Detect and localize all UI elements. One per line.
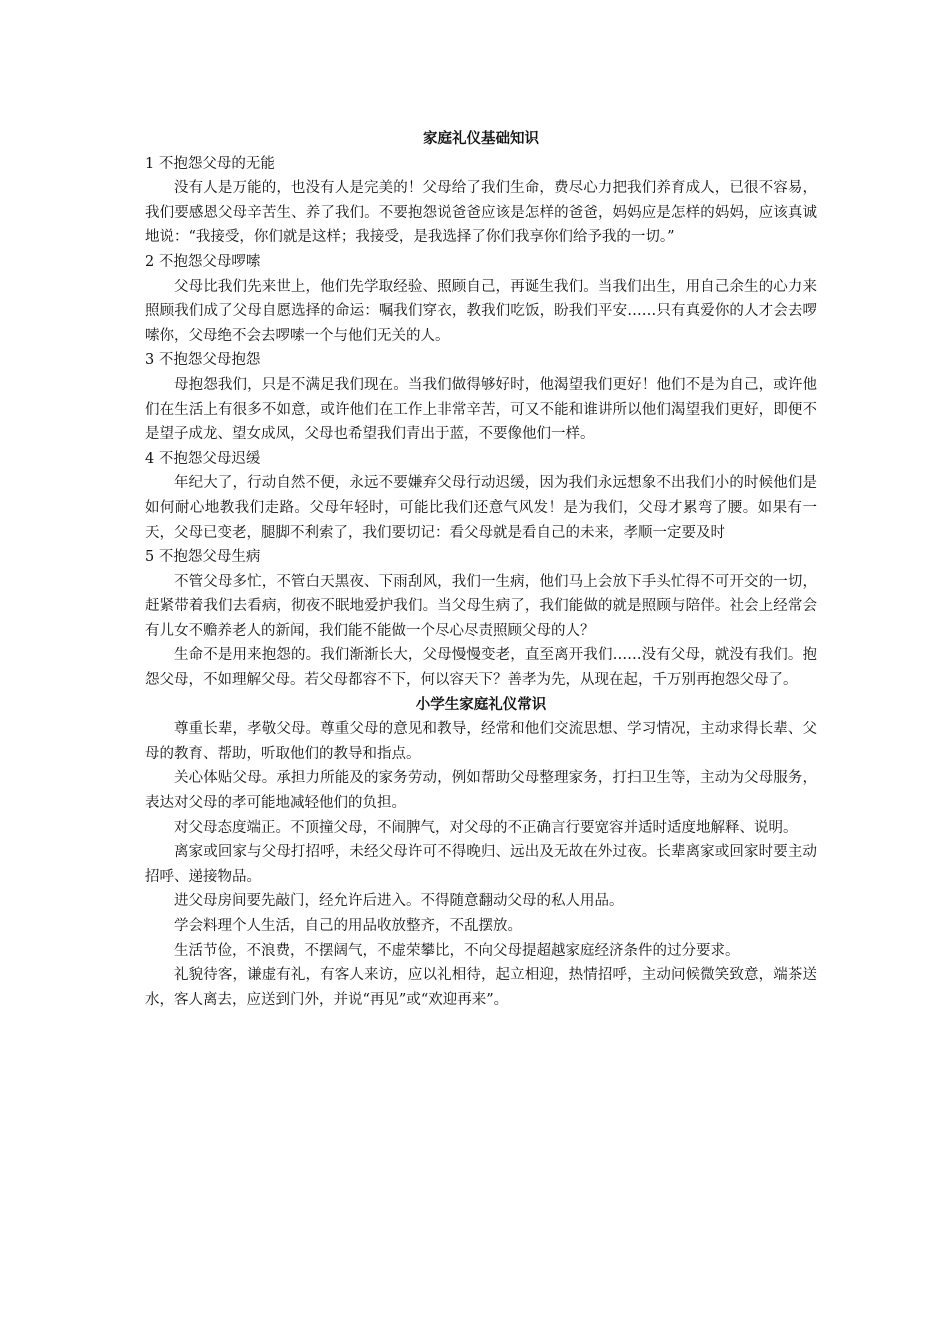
- section-1: [145, 152, 817, 250]
- section-heading: 3 不抱怨父母抱怨: [145, 352, 261, 369]
- document-page: [145, 127, 817, 1012]
- section-paragraph: 年纪大了，行动自然不便，永远不要嫌弃父母行动迟缓，因为我们永远想象不出我们小的时候他们是如何耐心地教我们走路。父母年轻时，可能比我们还意气风发！是为我们，父母才累弯了腰。如果有一天，父母已变老，腿脚不利索了，我们要切记：看父母就是看自己的未来，孝顺一定要及时: [145, 475, 817, 541]
- second-title: 小学生家庭礼仪常识: [415, 696, 547, 713]
- section-2: [145, 250, 817, 348]
- etiquette-paragraph: 对父母态度端正。不顶撞父母，不闹脾气，对父母的不正确言行要宽容并适时适度地解释、说明。: [174, 819, 798, 836]
- etiquette-paragraph: 关心体贴父母。承担力所能及的家务劳动，例如帮助父母整理家务，打扫卫生等，主动为父母服务，表达对父母的孝可能地减轻他们的负担。: [145, 770, 817, 812]
- section-paragraph: 生命不是用来抱怨的。我们渐渐长大，父母慢慢变老，直至离开我们……没有父母，就没有我们。抱怨父母，不如理解父母。若父母都容不下，何以容天下？善孝为先，从现在起，千万别再抱怨父母了。: [145, 647, 817, 689]
- section-paragraph: 父母比我们先来世上，他们先学取经验、照顾自己，再诞生我们。当我们出生，用自己余生的心力来照顾我们成了父母自愿选择的命运：嘱我们穿衣，教我们吃饭，盼我们平安……只有真爱你的人才会去啰嗦你，父母绝不会去啰嗦一个与他们无关的人。: [145, 278, 817, 344]
- section-paragraph: 母抱怨我们，只是不满足我们现在。当我们做得够好时，他渴望我们更好！他们不是为自己，或许他们在生活上有很多不如意，或许他们在工作上非常辛苦，可又不能和谁讲所以他们渴望我们更好，即便不是望子成龙、望女成凤，父母也希望我们青出于蓝，不要像他们一样。: [145, 376, 817, 443]
- document-title: 家庭礼仪基础知识: [423, 131, 539, 147]
- section-heading: 1 不抱怨父母的无能: [145, 155, 275, 172]
- etiquette-paragraph: 离家或回家与父母打招呼，未经父母许可不得晚归、远出及无故在外过夜。长辈离家或回家时要主动招呼、递接物品。: [145, 844, 817, 885]
- etiquette-paragraph: 进父母房间要先敲门，经允许后进入。不得随意翻动父母的私人用品。: [174, 893, 624, 910]
- etiquette-paragraph: 礼貌待客，谦虚有礼，有客人来访，应以礼相待，起立相迎，热情招呼，主动问候微笑致意，端茶送水，客人离去，应送到门外，并说“再见”或“欢迎再来”。: [145, 967, 817, 1008]
- etiquette-list: [145, 717, 817, 1012]
- section-paragraph: 没有人是万能的，也没有人是完美的！父母给了我们生命，费尽心力把我们养育成人，已很不容易，我们要感恩父母辛苦生、养了我们。不要抱怨说爸爸应该是怎样的爸爸，妈妈应是怎样的妈妈，应该真诚地说：“我接受，你们就是这样；我接受，是我选择了你们我享你们给予我的一切。”: [145, 180, 817, 246]
- section-heading: 5 不抱怨父母生病: [145, 549, 261, 566]
- section-heading: 2 不抱怨父母啰嗦: [145, 253, 261, 270]
- etiquette-paragraph: 学会料理个人生活，自己的用品收放整齐，不乱摆放。: [174, 918, 522, 934]
- etiquette-paragraph: 尊重长辈，孝敬父母。尊重父母的意见和教导，经常和他们交流思想、学习情况，主动求得长辈、父母的教育、帮助，听取他们的教导和指点。: [145, 721, 817, 762]
- section-heading: 4 不抱怨父母迟缓: [145, 450, 261, 467]
- etiquette-paragraph: 生活节俭，不浪费，不摆阔气，不虚荣攀比，不向父母提超越家庭经济条件的过分要求。: [174, 942, 740, 959]
- section-5: [145, 545, 817, 693]
- section-paragraph: 不管父母多忙，不管白天黑夜、下雨刮风，我们一生病，他们马上会放下手头忙得不可开交的一切，赶紧带着我们去看病，彻夜不眠地爱护我们。当父母生病了，我们能做的就是照顾与陪伴。社会上经常会有儿女不赡养老人的新闻，我们能不能做一个尽心尽责照顾父母的人？: [145, 573, 817, 639]
- section-4: [145, 447, 817, 545]
- section-3: [145, 348, 817, 446]
